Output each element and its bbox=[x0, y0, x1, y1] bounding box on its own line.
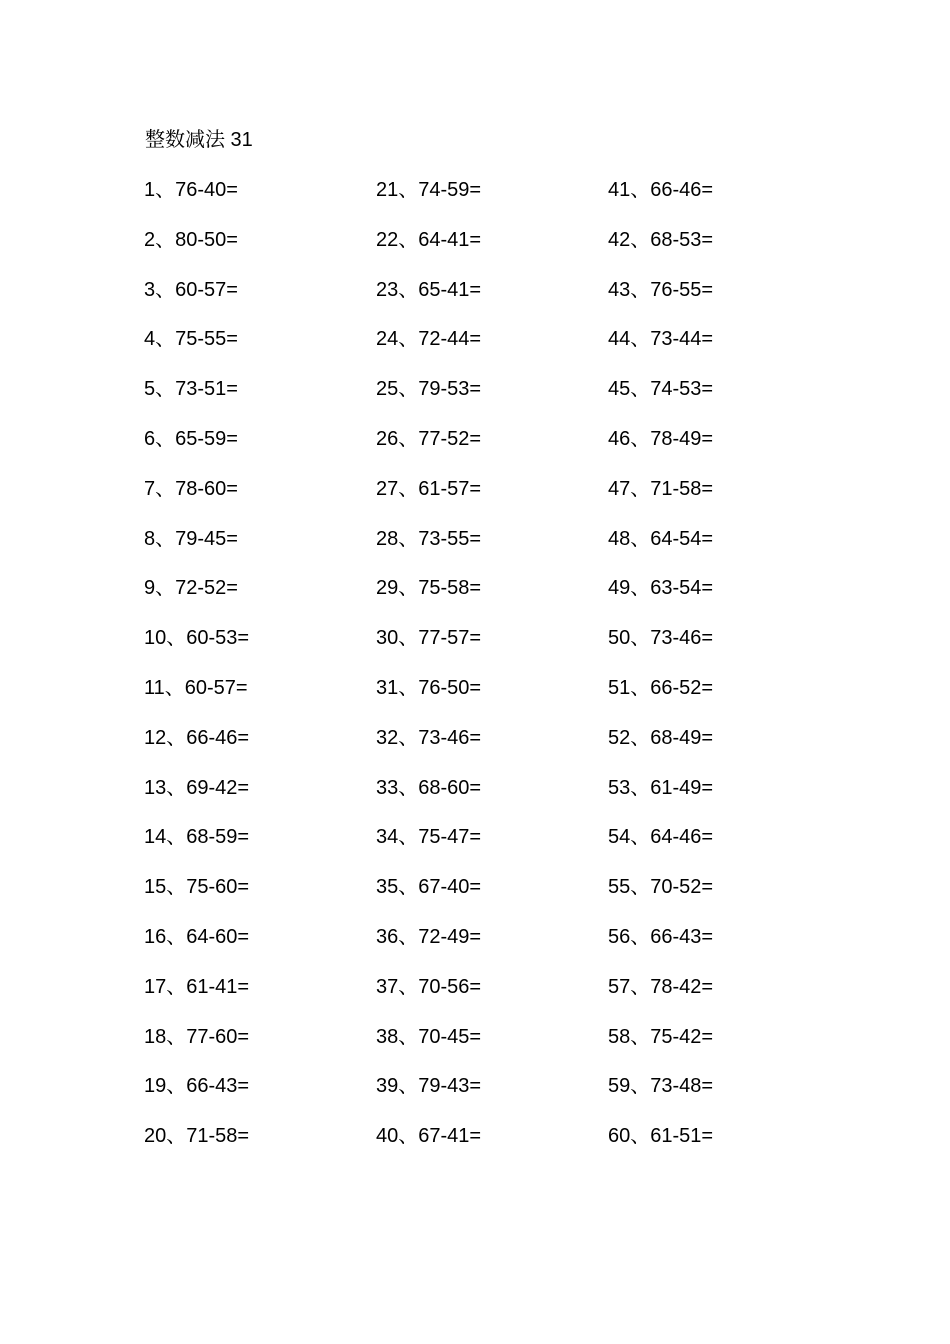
problem-24: 24、72-44= bbox=[376, 328, 482, 351]
problem-53: 53、61-49= bbox=[608, 776, 714, 799]
problem-5: 5、73-51= bbox=[144, 378, 238, 401]
problem-50: 50、73-46= bbox=[608, 627, 714, 650]
problem-15: 15、75-60= bbox=[144, 876, 250, 899]
problem-7: 7、78-60= bbox=[144, 477, 238, 500]
problem-23: 23、65-41= bbox=[376, 278, 482, 301]
problem-9: 9、72-52= bbox=[144, 577, 238, 600]
worksheet-title: 整数减法 31 bbox=[145, 129, 253, 151]
problem-44: 44、73-44= bbox=[608, 328, 714, 351]
problem-54: 54、64-46= bbox=[608, 826, 714, 849]
problem-18: 18、77-60= bbox=[144, 1025, 250, 1048]
problem-45: 45、74-53= bbox=[608, 378, 714, 401]
problem-48: 48、64-54= bbox=[608, 527, 714, 550]
problem-28: 28、73-55= bbox=[376, 527, 482, 550]
problem-20: 20、71-58= bbox=[144, 1125, 250, 1148]
problem-27: 27、61-57= bbox=[376, 477, 482, 500]
problem-39: 39、79-43= bbox=[376, 1075, 482, 1098]
problem-34: 34、75-47= bbox=[376, 826, 482, 849]
problem-1: 1、76-40= bbox=[144, 179, 238, 201]
problem-17: 17、61-41= bbox=[144, 975, 250, 998]
problem-column-3 bbox=[608, 176, 828, 1172]
problem-21: 21、74-59= bbox=[376, 179, 482, 201]
problem-46: 46、78-49= bbox=[608, 427, 714, 450]
problem-35: 35、67-40= bbox=[376, 876, 482, 899]
problem-57: 57、78-42= bbox=[608, 975, 714, 998]
problem-25: 25、79-53= bbox=[376, 378, 482, 401]
problem-11: 11、60-57= bbox=[144, 676, 248, 699]
problem-19: 19、66-43= bbox=[144, 1075, 250, 1098]
problem-33: 33、68-60= bbox=[376, 776, 482, 799]
problem-6: 6、65-59= bbox=[144, 427, 238, 450]
problem-60: 60、61-51= bbox=[608, 1125, 714, 1148]
problem-43: 43、76-55= bbox=[608, 278, 714, 301]
problem-59: 59、73-48= bbox=[608, 1075, 714, 1098]
problem-37: 37、70-56= bbox=[376, 975, 482, 998]
problem-56: 56、66-43= bbox=[608, 925, 714, 948]
problem-40: 40、67-41= bbox=[376, 1125, 482, 1148]
problem-41: 41、66-46= bbox=[608, 179, 714, 201]
problem-4: 4、75-55= bbox=[144, 328, 238, 351]
problem-8: 8、79-45= bbox=[144, 527, 238, 550]
problem-31: 31、76-50= bbox=[376, 676, 482, 699]
problem-2: 2、80-50= bbox=[144, 228, 238, 251]
problem-26: 26、77-52= bbox=[376, 427, 482, 450]
problem-13: 13、69-42= bbox=[144, 776, 250, 799]
problem-47: 47、71-58= bbox=[608, 477, 714, 500]
problem-3: 3、60-57= bbox=[144, 278, 238, 301]
problem-58: 58、75-42= bbox=[608, 1025, 714, 1048]
problem-38: 38、70-45= bbox=[376, 1025, 482, 1048]
problem-22: 22、64-41= bbox=[376, 228, 482, 251]
problem-36: 36、72-49= bbox=[376, 925, 482, 948]
problem-42: 42、68-53= bbox=[608, 228, 714, 251]
problem-51: 51、66-52= bbox=[608, 676, 714, 699]
problem-29: 29、75-58= bbox=[376, 577, 482, 600]
problem-14: 14、68-59= bbox=[144, 826, 250, 849]
problem-30: 30、77-57= bbox=[376, 627, 482, 650]
problem-12: 12、66-46= bbox=[144, 726, 250, 749]
problem-column-1 bbox=[144, 176, 364, 1172]
problem-32: 32、73-46= bbox=[376, 726, 482, 749]
problem-column-2 bbox=[376, 176, 596, 1172]
problem-52: 52、68-49= bbox=[608, 726, 714, 749]
problem-10: 10、60-53= bbox=[144, 627, 250, 650]
problem-49: 49、63-54= bbox=[608, 577, 714, 600]
problem-55: 55、70-52= bbox=[608, 876, 714, 899]
problem-16: 16、64-60= bbox=[144, 925, 250, 948]
